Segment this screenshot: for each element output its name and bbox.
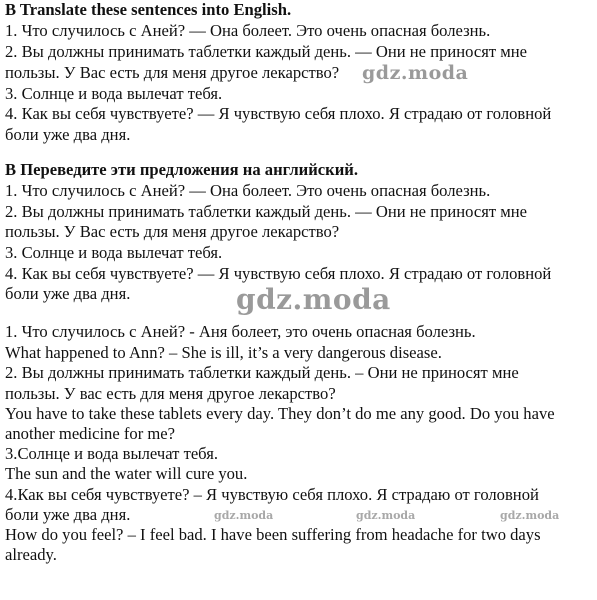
answer-line: The sun and the water will cure you. <box>5 464 248 483</box>
text-line: 3. Солнце и вода вылечат тебя. <box>5 243 223 262</box>
section-heading-english: B Translate these sentences into English. <box>5 0 292 19</box>
text-line: 4. Как вы себя чувствуете? — Я чувствую себя плохо. Я страдаю от головной <box>5 104 552 123</box>
answer-line: 1. Что случилось с Аней? - Аня болеет, это очень опасная болезнь. <box>5 322 476 341</box>
watermark-small: gdz.moda <box>214 509 274 522</box>
watermark-small: gdz.moda <box>356 509 416 522</box>
answer-line: боли уже два дня. <box>5 505 131 524</box>
answer-line: 2. Вы должны принимать таблетки каждый день. – Они не приносят мне <box>5 363 519 382</box>
answer-line: You have to take these tablets every day. They don’t do me any good. Do you have <box>5 404 555 423</box>
answer-line: 4.Как вы себя чувствуете? – Я чувствую себя плохо. Я страдаю от головной <box>5 485 539 504</box>
text-line: пользы. У Вас есть для меня другое лекарство? <box>5 63 340 82</box>
watermark-middle: gdz.moda <box>236 283 391 316</box>
text-line: 1. Что случилось с Аней? — Она болеет. Это очень опасная болезнь. <box>5 21 491 40</box>
text-line: 2. Вы должны принимать таблетки каждый день. — Они не приносят мне <box>5 202 527 221</box>
answer-line: How do you feel? – I feel bad. I have been suffering from headache for two days <box>5 525 541 544</box>
text-line: 1. Что случилось с Аней? — Она болеет. Это очень опасная болезнь. <box>5 181 491 200</box>
text-line: 4. Как вы себя чувствуете? — Я чувствую себя плохо. Я страдаю от головной <box>5 264 552 283</box>
text-line: боли уже два дня. <box>5 125 131 144</box>
section-heading-russian: B Переведите эти предложения на английский. <box>5 160 358 179</box>
answer-line: another medicine for me? <box>5 424 176 443</box>
answer-line: пользы. У вас есть для меня другое лекарство? <box>5 384 336 403</box>
watermark-top: gdz.moda <box>362 62 469 84</box>
text-line: 2. Вы должны принимать таблетки каждый день. — Они не приносят мне <box>5 42 527 61</box>
answer-line: 3.Солнце и вода вылечат тебя. <box>5 444 218 463</box>
text-line: 3. Солнце и вода вылечат тебя. <box>5 84 223 103</box>
text-line: пользы. У Вас есть для меня другое лекарство? <box>5 222 340 241</box>
answer-line: already. <box>5 545 57 564</box>
answer-line: What happened to Ann? – She is ill, it’s a very dangerous disease. <box>5 343 442 362</box>
text-line: боли уже два дня. <box>5 284 131 303</box>
watermark-small: gdz.moda <box>500 509 560 522</box>
